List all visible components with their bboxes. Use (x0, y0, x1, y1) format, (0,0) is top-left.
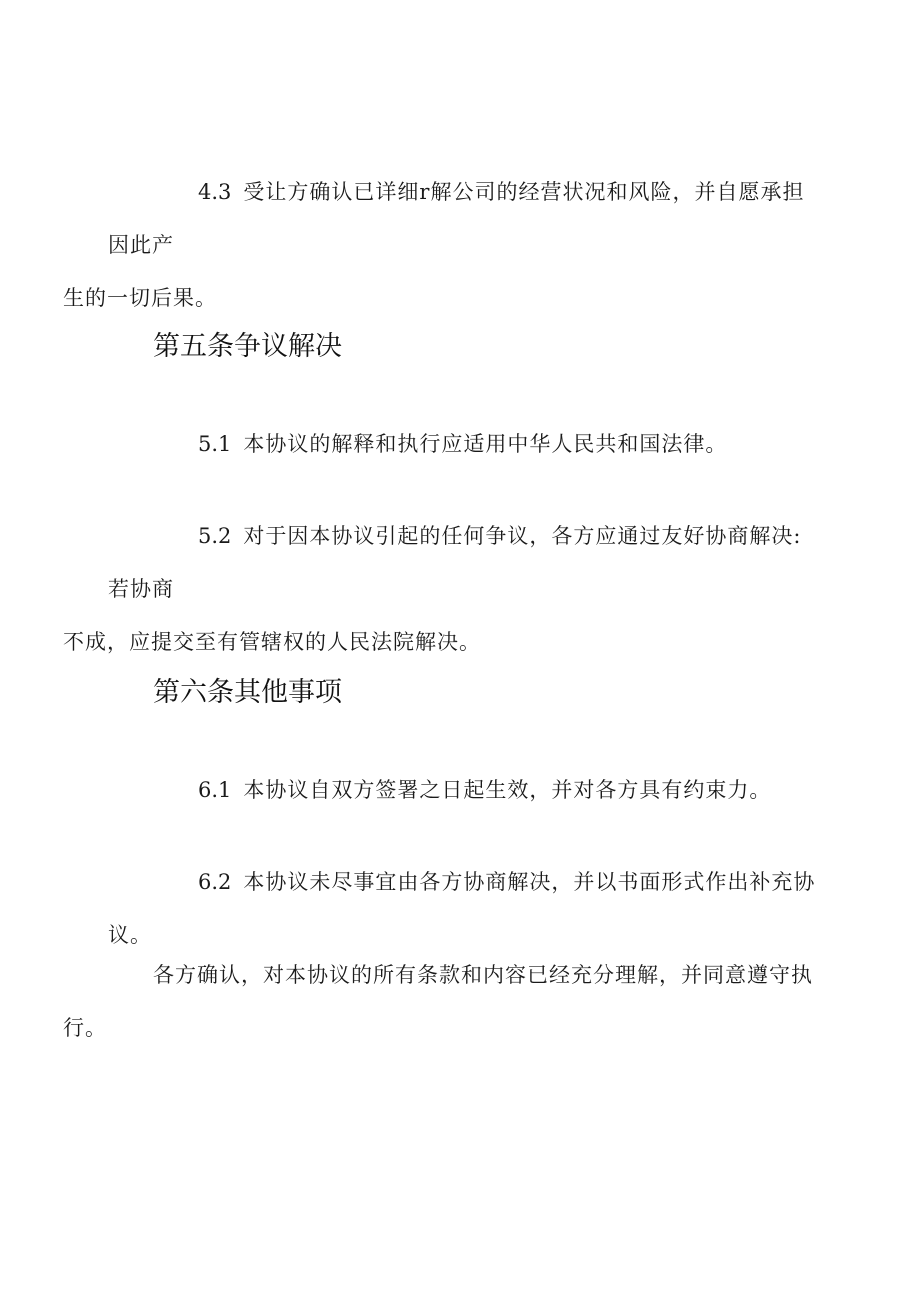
closing-text-line-1: 各方确认，对本协议的所有条款和内容已经充分理解，并同意遵守执 (153, 963, 813, 987)
clause-text-line-1: 受让方确认已详细r解公司的经营状况和风险，并自愿承担因此产 (108, 180, 805, 257)
clause-6-1 (108, 764, 816, 817)
clause-text-line-2: 生的一切后果。 (63, 286, 217, 310)
clause-5-1 (108, 418, 816, 471)
clause-number: 5.1 (198, 432, 232, 456)
clause-number: 6.2 (198, 870, 232, 894)
clause-5-2 (63, 510, 816, 669)
clause-text: 本协议的解释和执行应适用中华人民共和国法律。 (243, 432, 728, 456)
clause-4-3 (63, 166, 816, 325)
clause-text-line-2: 不成，应提交至有管辖权的人民法院解决。 (63, 630, 481, 654)
clause-number: 5.2 (198, 524, 232, 548)
article-5-heading: 第五条争议解决 (153, 331, 342, 362)
clause-number: 4.3 (198, 180, 232, 204)
clause-text-line-1: 对于因本协议引起的任何争议，各方应通过友好协商解决:若协商 (108, 524, 802, 601)
clause-6-2 (108, 856, 816, 962)
clause-number: 6.1 (198, 778, 232, 802)
clause-text: 本协议自双方签署之日起生效，并对各方具有约束力。 (243, 778, 772, 802)
article-6-heading: 第六条其他事项 (153, 677, 342, 708)
closing-text-line-2: 行。 (63, 1016, 107, 1040)
closing-statement (63, 949, 816, 1055)
clause-text: 本协议未尽事宜由各方协商解决，并以书面形式作出补充协议。 (108, 870, 816, 947)
